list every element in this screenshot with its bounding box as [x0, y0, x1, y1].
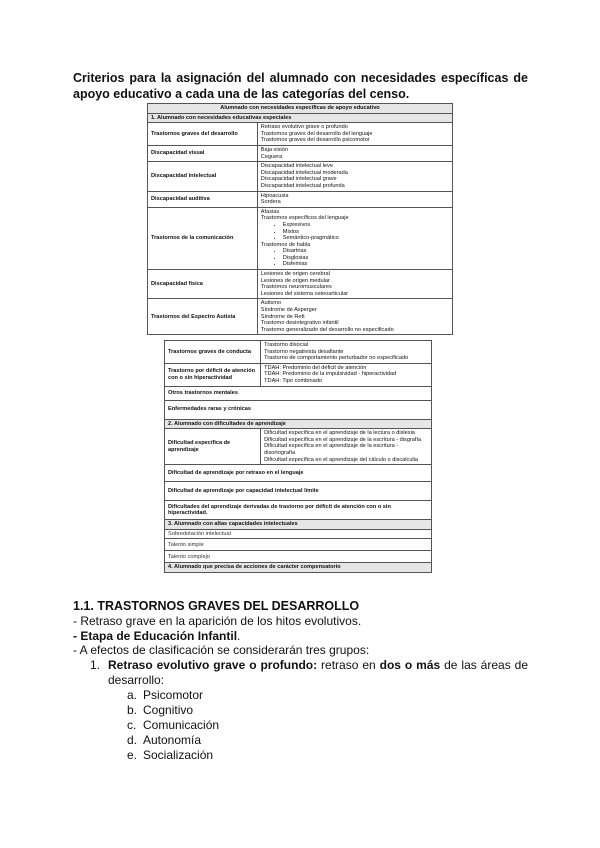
item: Trastorno negativista desafiante — [264, 348, 344, 355]
category-cell: Discapacidad intelectual — [148, 162, 258, 191]
high-ability-row: Talento complejo — [165, 551, 432, 563]
items-cell — [257, 162, 452, 191]
bullet-line: - Retraso grave en la aparición de los hitos evolutivos. — [73, 614, 362, 628]
item: Trastorno desintegrativo infantil — [260, 320, 339, 327]
item: Retraso evolutivo grave o profundo — [260, 124, 348, 131]
table-title: Alumnado con necesidades específicas de apoyo educativo — [148, 104, 453, 114]
item: Lesiones de origen medular — [260, 277, 330, 284]
category-cell: Discapacidad física — [148, 270, 258, 299]
items-cell — [261, 429, 432, 465]
items-cell — [257, 123, 452, 146]
table-row — [165, 341, 432, 364]
category-cell: Trastornos de la comunicación — [148, 207, 258, 269]
intro-paragraph: Criterios para la asignación del alumnado con necesidades específicas de apoyo educativo a cada una de las categorías del censo. — [73, 71, 528, 101]
list-item — [127, 703, 193, 718]
list-letter: b. — [127, 703, 138, 717]
list-item — [127, 748, 213, 763]
item-bold: Retraso evolutivo grave o profundo: — [108, 658, 318, 672]
items-cell — [257, 207, 452, 269]
item: Dificultad específica en el aprendizaje del cálculo o discalculia — [264, 456, 419, 463]
item: Trastornos específicos del lenguaje — [260, 215, 349, 222]
table-row — [148, 123, 453, 146]
list-letter: d. — [127, 733, 138, 747]
item: TDAH: Tipo combinado — [264, 377, 322, 384]
table-row — [148, 299, 453, 335]
category-cell: Trastornos graves de conducta — [165, 341, 261, 364]
census-table-part1 — [147, 103, 453, 335]
list-label: Cognitivo — [143, 703, 194, 717]
category-cell: Trastornos del Espectro Autista — [148, 299, 258, 335]
item: Síndrome de Asperger — [260, 307, 317, 314]
item: Trastornos graves del desarrollo del lenguaje — [260, 130, 373, 137]
category-cell: Dificultad específica de aprendizaje — [165, 429, 261, 465]
subitem: • Disfemias — [283, 261, 449, 268]
item: Sordera — [260, 199, 281, 206]
items-cell — [257, 145, 452, 161]
list-letter: c. — [127, 718, 137, 732]
numbered-item-text — [108, 658, 528, 688]
list-letter: e. — [127, 748, 138, 762]
table-row — [165, 429, 432, 465]
items-cell — [261, 341, 432, 364]
item: Trastorno generalizado del desarrollo no especificado — [260, 326, 394, 333]
bullet-line-bold: - Etapa de Educación Infantil — [73, 629, 238, 643]
item-text: de las áreas de desarrollo: — [108, 658, 528, 687]
table-row — [165, 363, 432, 386]
items-cell — [257, 191, 452, 207]
item: Afasias — [260, 208, 280, 215]
item: Lesiones del sistema osteoarticular — [260, 290, 349, 297]
list-letter: a. — [127, 688, 138, 702]
item: Trastornos de habla — [260, 241, 311, 248]
bullet-line — [73, 629, 240, 644]
bullet-line: - A efectos de clasificación se considerarán tres grupos: — [73, 643, 370, 657]
item: Discapacidad intelectual profunda — [260, 182, 345, 189]
item-text: retraso en — [317, 658, 380, 672]
item: Trastornos neuromusculares — [260, 284, 332, 291]
list-item — [127, 688, 203, 703]
numbered-item — [90, 658, 528, 688]
items-cell — [257, 270, 452, 299]
list-item — [127, 718, 219, 733]
sublist — [261, 248, 449, 268]
item: Síndrome de Rett — [260, 313, 305, 320]
section-4-header: 4. Alumnado que precisa de acciones de carácter compensatorio — [165, 563, 432, 573]
category-cell: Trastorno por déficit de atención con o sin hiperactividad — [165, 363, 261, 386]
other-mental-row: Otros trastornos mentales — [165, 386, 432, 400]
item: Ceguera — [260, 153, 283, 160]
rare-diseases-row: Enfermedades raras y crónicas — [165, 400, 432, 419]
list-label: Comunicación — [143, 718, 220, 732]
list-label: Socialización — [143, 748, 214, 762]
table-row — [148, 207, 453, 269]
item-bold: dos o más — [379, 658, 441, 672]
table-row — [148, 145, 453, 161]
category-cell: Discapacidad auditiva — [148, 191, 258, 207]
items-cell — [257, 299, 452, 335]
subitem: • Mixtos — [283, 229, 449, 236]
subitem: • Disartrias — [283, 248, 449, 255]
subitem: • Expresivos — [283, 222, 449, 229]
item: Trastorno disocial — [264, 342, 309, 348]
table-row — [148, 191, 453, 207]
item: Baja visión — [260, 146, 288, 153]
item: Trastorno de comportamiento perturbador no especificado — [264, 355, 409, 362]
item: Lesiones de origen cerebral — [260, 271, 330, 278]
item: TDAH: Predominio del déficit de atención — [264, 364, 367, 371]
item: TDAH: Predominio de la impulsividad - hiperactividad — [264, 371, 397, 378]
list-label: Psicomotor — [143, 688, 204, 702]
items-cell — [261, 363, 432, 386]
tdah-difficulty-row: Dificultades del aprendizaje derivadas de trastorno por déficit de atención con o sin hiperactividad. — [165, 501, 432, 520]
high-ability-row: Talento simple — [165, 539, 432, 551]
item: Hipoacusia — [260, 192, 289, 199]
item: Dificultad específica en el aprendizaje de la escritura - disgrafía — [264, 436, 422, 443]
limit-capacity-row: Dificultad de aprendizaje por capacidad intelectual límite — [165, 482, 432, 501]
list-item — [127, 733, 201, 748]
item-number: 1. — [90, 658, 101, 672]
list-label: Autonomía — [143, 733, 202, 747]
language-delay-row: Dificultad de aprendizaje por retraso en el lenguaje — [165, 465, 432, 482]
category-cell: Trastornos graves del desarrollo — [148, 123, 258, 146]
bullet-line-end: . — [237, 629, 241, 643]
high-ability-row: Sobredotación intelectual — [165, 529, 432, 539]
item: Discapacidad intelectual moderada — [260, 169, 348, 176]
table-row — [148, 270, 453, 299]
item: Dificultad específica en el aprendizaje de la escritura - disortografía — [264, 443, 399, 456]
subitem: • Semántico-pragmático — [283, 235, 449, 242]
item: Dificultad específica en el aprendizaje de la lectura o dislexia — [264, 430, 415, 437]
section-title: 1.1. TRASTORNOS GRAVES DEL DESARROLLO — [73, 599, 360, 613]
section-1-header: 1. Alumnado con necesidades educativas especiales — [148, 113, 453, 123]
category-cell: Discapacidad visual — [148, 145, 258, 161]
subitem: • Disglosias — [283, 255, 449, 262]
item: Autismo — [260, 300, 282, 307]
item: Discapacidad intelectual grave — [260, 176, 337, 183]
item: Discapacidad intelectual leve — [260, 163, 333, 170]
table-row — [148, 162, 453, 191]
census-table-part2 — [164, 340, 432, 573]
section-2-header: 2. Alumnado con dificultades de aprendizaje — [165, 419, 432, 429]
item: Trastornos graves del desarrollo psicomotor — [260, 137, 370, 144]
sublist — [261, 222, 449, 242]
section-3-header: 3. Alumnado con altas capacidades intelectuales — [165, 520, 432, 530]
